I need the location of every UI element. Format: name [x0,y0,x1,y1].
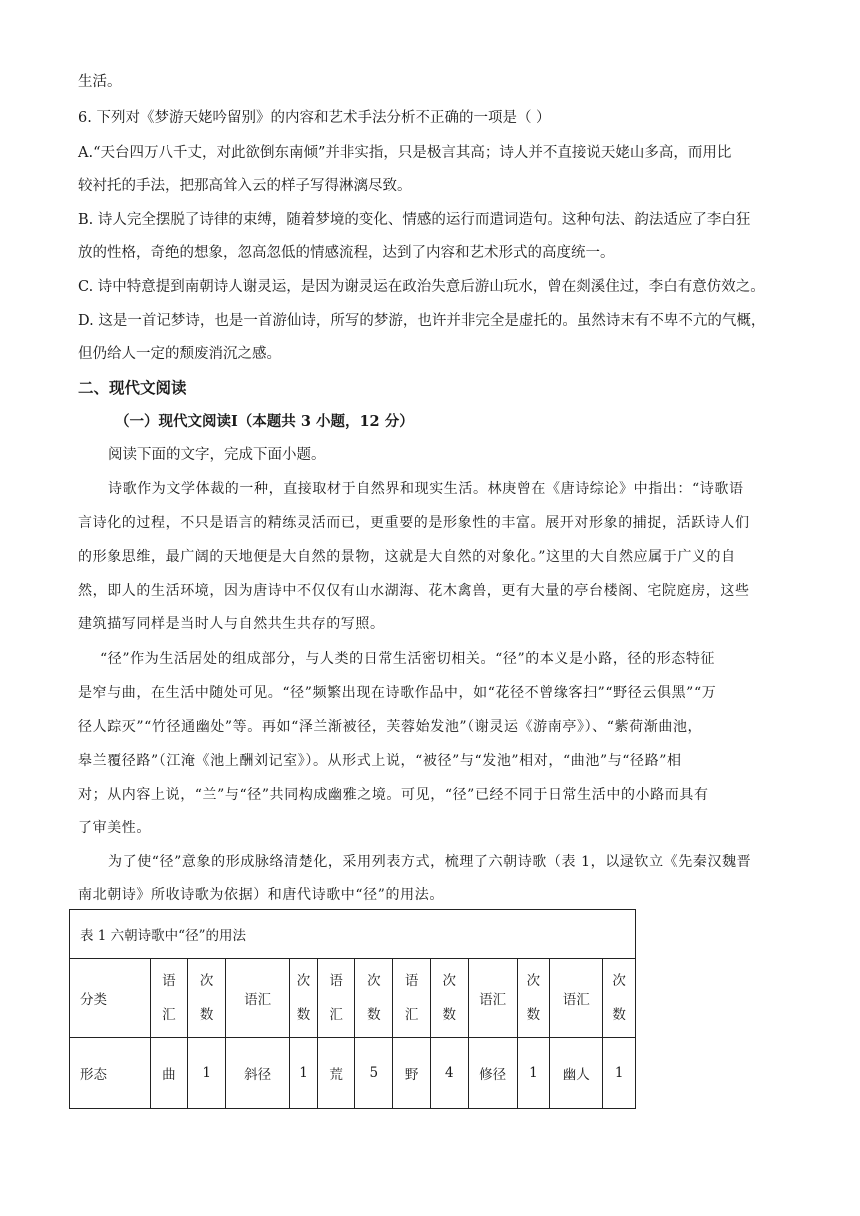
passage-line: “径”作为生活居处的组成部分，与人类的日常生活密切相关。“径”的本义是小路，径的形态特征 [100,651,716,667]
header-count-char: 数 [442,1007,457,1023]
header-vocab-char: 汇 [162,1007,176,1023]
count-cell: 1 [603,1038,636,1109]
passage-line: 言诗化的过程，不只是语言的精练灵活而已，更重要的是形象性的丰富。展开对形象的捕捉，活跃诗人们 [78,515,750,531]
header-count-char: 数 [296,1007,311,1023]
passage-line: 是窄与曲，在生活中随处可见。“径”频繁出现在诗歌作品中，如“花径不曾缘客扫”“野径云俱黑”“万 [78,685,717,701]
text-line: 生活。 [78,74,122,90]
reading-instruction: 阅读下面的文字，完成下面小题。 [108,447,326,463]
header-vocab [317,959,355,1038]
header-count-char: 次 [199,973,214,989]
passage-line: 了审美性。 [78,820,151,836]
option-a-line-2: 较衬托的手法，把那高耸入云的样子写得淋漓尽致。 [78,178,412,194]
header-count-char: 次 [442,973,457,989]
option-a-line-1: A.“天台四万八千丈，对此欲倒东南倾”并非实指，只是极言其高；诗人并不直接说天姥山多高，而用比 [78,145,732,161]
header-count [355,959,393,1038]
count-cell: 1 [188,1038,226,1109]
passage-line: 诗歌作为文学体裁的一种，直接取材于自然界和现实生活。林庚曾在《唐诗综论》中指出：“诗歌语 [108,481,744,497]
header-count [290,959,318,1038]
option-b-line-1: B. 诗人完全摆脱了诗律的束缚，随着梦境的变化、情感的运行而遣词造句。这种句法、韵法适应了李白狂 [78,212,751,228]
table-1 [69,909,636,1109]
header-count-char: 数 [612,1007,626,1023]
option-c: C. 诗中特意提到南朝诗人谢灵运，是因为谢灵运在政治失意后游山玩水，曾在剡溪住过，李白有意仿效之。 [78,279,765,295]
row-category: 形态 [70,1038,151,1109]
passage-line: 为了使“径”意象的形成脉络清楚化，采用列表方式，梳理了六朝诗歌（表 1，以逯钦立《先秦汉魏晋 [108,854,752,870]
passage-line: 建筑描写同样是当时人与自然共生共存的写照。 [78,616,385,632]
vocab-cell: 幽人 [550,1038,603,1109]
passage-line: 皋兰覆径路”（江淹《池上酬刘记室》）。从形式上说，“被径”与“发池”相对，“曲池”与“径路”相 [78,753,682,769]
header-count-char: 次 [526,973,541,989]
header-vocab [393,959,431,1038]
question-6-stem: 6. 下列对《梦游天姥吟留别》的内容和艺术手法分析不正确的一项是（ ） [78,110,551,126]
header-count [517,959,550,1038]
vocab-cell: 曲 [150,1038,188,1109]
header-vocab: 语汇 [468,959,517,1038]
header-count-char: 次 [367,973,381,989]
header-category: 分类 [70,959,151,1038]
header-count [603,959,636,1038]
option-d-line-2: 但仍给人一定的颓废消沉之感。 [78,346,281,362]
count-cell: 1 [517,1038,550,1109]
header-vocab [150,959,188,1038]
section-heading: 二、现代文阅读 [78,378,187,397]
passage-line: 南北朝诗》所收诗歌为依据）和唐代诗歌中“径”的用法。 [78,887,444,903]
count-cell: 1 [290,1038,318,1109]
header-vocab: 语汇 [226,959,290,1038]
header-vocab: 语汇 [550,959,603,1038]
passage-line: 然，即人的生活环境，因为唐诗中不仅仅有山水湖海、花木禽兽，更有大量的亭台楼阁、宅院庭房，这些 [78,583,750,599]
vocab-cell: 荒 [317,1038,355,1109]
header-count [188,959,226,1038]
header-count-char: 数 [199,1007,214,1023]
header-count-char: 数 [367,1007,381,1023]
vocab-cell: 修径 [468,1038,517,1109]
count-cell: 4 [430,1038,468,1109]
table-caption: 表 1 六朝诗歌中“径”的用法 [70,910,636,959]
passage-line: 对；从内容上说，“兰”与“径”共同构成幽雅之境。可见，“径”已经不同于日常生活中的小路而具有 [78,787,709,803]
vocab-cell: 斜径 [226,1038,290,1109]
vocab-cell: 野 [393,1038,431,1109]
header-count-char: 次 [296,973,311,989]
option-d-line-1: D. 这是一首记梦诗，也是一首游仙诗，所写的梦游，也许并非完全是虚托的。虽然诗末有不卑不亢的气概， [78,313,766,329]
header-vocab-char: 汇 [404,1007,419,1023]
count-cell: 5 [355,1038,393,1109]
header-count [430,959,468,1038]
header-count-char: 次 [612,973,626,989]
table-row [70,1038,636,1109]
passage-line: 径人踪灭”“竹径通幽处”等。再如“泽兰渐被径，芙蓉始发池”（谢灵运《游南亭》）、“紫荷渐曲池， [78,719,703,735]
header-vocab-char: 语 [162,973,176,989]
option-b-line-2: 放的性格，奇绝的想象，忽高忽低的情感流程，达到了内容和艺术形式的高度统一。 [78,245,615,261]
header-vocab-char: 语 [329,973,343,989]
header-vocab-char: 汇 [329,1007,343,1023]
header-count-char: 数 [526,1007,541,1023]
table-header-row [70,959,636,1038]
subsection-heading: （一）现代文阅读Ⅰ（本题共 3 小题，12 分） [115,413,414,430]
passage-line: 的形象思维，最广阔的天地便是大自然的景物，这就是大自然的对象化。”这里的大自然应属于广义的自 [78,549,736,565]
header-vocab-char: 语 [404,973,419,989]
